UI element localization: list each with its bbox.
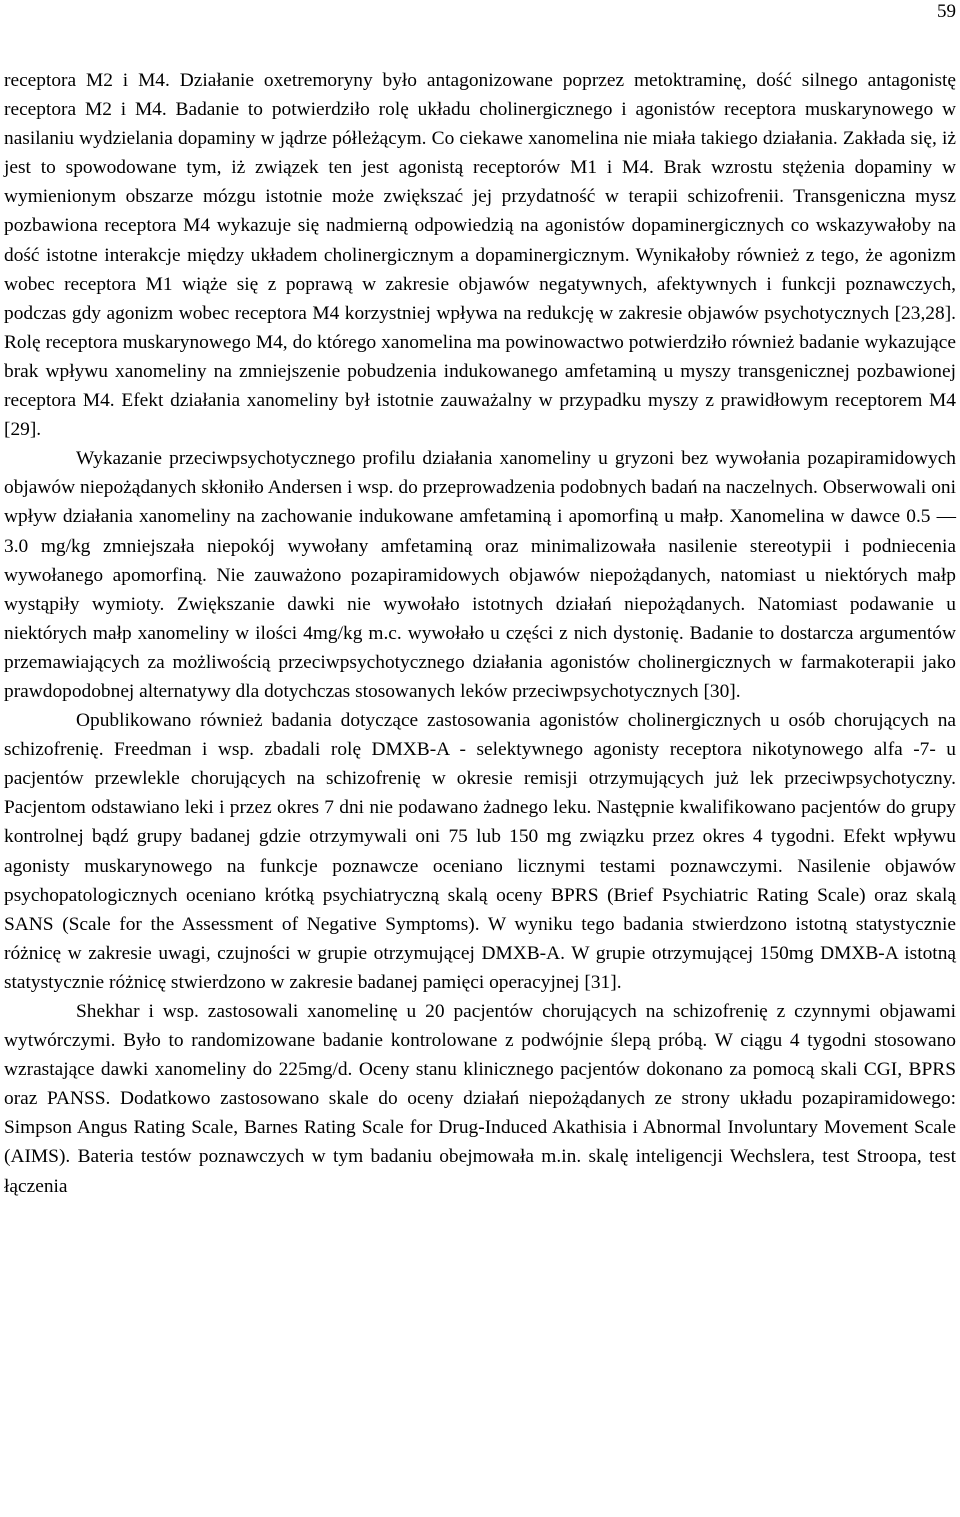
paragraph-1: receptora M2 i M4. Działanie oxetremoryny było antagonizowane poprzez metoktraminę, dość silnego antagonistę receptora M2 i M4. Badanie to potwierdziło rolę układu cholinergicznego i agonistów receptora muskarynowego w nasilaniu wydzielania dopaminy w jądrze półleżącym. Co ciekawe xanomelina nie miała takiego działania. Zakłada się, iż jest to spowodowane tym, iż związek ten jest agonistą receptorów M1 i M4. Brak wzrostu stężenia dopaminy w wymienionym obszarze mózgu istotnie może zwiększać jej przydatność w terapii schizofrenii. Transgeniczna mysz pozbawiona receptora M4 wykazuje się nadmierną odpowiedzią na agonistów dopaminergicznych co wskazywałoby na dość istotne interakcje między układem cholinergicznym a dopaminergicznym. Wynikałoby również z tego, że agonizm wobec receptora M1 wiąże się z poprawą w zakresie objawów negatywnych, afektywnych i funkcji poznawczych, podczas gdy agonizm wobec receptora M4 korzystniej wpływa na redukcję w zakresie objawów psychotycznych [23,28]. Rolę receptora muskarynowego M4, do którego xanomelina ma powinowactwo potwierdziło również badanie wykazujące brak wpływu xanomeliny na zmniejszenie pobudzenia indukowanego amfetaminą u myszy transgenicznej pozbawionej receptora M4. Efekt działania xanomeliny był istotnie zauważalny w przypadku myszy z prawidłowym receptorem M4 [29].: [4, 70, 956, 441]
paragraph-2: Wykazanie przeciwpsychotycznego profilu działania xanomeliny u gryzoni bez wywołania pozapiramidowych objawów niepożądanych skłoniło Andersen i wsp. do przeprowadzenia podobnych badań na naczelnych. Obserwowali oni wpływ działania xanomeliny na zachowanie indukowane amfetaminą i apomorfiną u małp. Xanomelina w dawce 0.5 — 3.0 mg/kg zmniejszała niepokój wywołany amfetaminą oraz minimalizowała nasilenie stereotypii i podniecenia wywołanego apomorfiną. Nie zauważono pozapiramidowych objawów niepożądanych, natomiast u niektórych małp wystąpiły wymioty. Zwiększanie dawki nie wywołało istotnych działań niepożądanych. Natomiast podawanie u niektórych małp xanomeliny w ilości 4mg/kg m.c. wywołało u części z nich dystonię. Badanie to dostarcza argumentów przemawiających za możliwością przeciwpsychotycznego działania agonistów cholinergicznych w farmakoterapii jako prawdopodobnej alternatywy dla dotychczas stosowanych leków przeciwpsychotycznych [30].: [4, 448, 956, 702]
paragraph-3: Opublikowano również badania dotyczące zastosowania agonistów cholinergicznych u osób chorujących na schizofrenię. Freedman i wsp. zbadali rolę DMXB-A - selektywnego agonisty receptora nikotynowego alfa -7- u pacjentów przewlekle chorujących na schizofrenię w okresie remisji otrzymujących już lek przeciwpsychotyczny. Pacjentom odstawiano leki i przez okres 7 dni nie podawano żadnego leku. Następnie kwalifikowano pacjentów do grupy kontrolnej bądź grupy badanej gdzie otrzymywali oni 75 lub 150 mg związku przez okres 4 tygodni. Efekt wpływu agonisty muskarynowego na funkcje poznawcze oceniano licznymi testami poznawczymi. Nasilenie objawów psychopatologicznych oceniano krótką psychiatryczną skalą oceny BPRS (Brief Psychiatric Rating Scale) oraz skalą SANS (Scale for the Assessment of Negative Symptoms). W wyniku tego badania stwierdzono istotną statystycznie różnicę w zakresie uwagi, czujności w grupie otrzymującej DMXB-A. W grupie otrzymującej 150mg DMXB-A istotną statystycznie różnicę stwierdzono w zakresie badanej pamięci operacyjnej [31].: [4, 710, 956, 993]
page-number: 59: [937, 1, 956, 22]
paragraph-4: Shekhar i wsp. zastosowali xanomelinę u 20 pacjentów chorujących na schizofrenię z czynnymi objawami wytwórczymi. Było to randomizowane badanie kontrolowane z podwójnie ślepą próbą. W ciągu 4 tygodni stosowano wzrastające dawki xanomeliny do 225mg/d. Oceny stanu klinicznego pacjentów dokonano za pomocą skali CGI, BPRS oraz PANSS. Dodatkowo zastosowano skale do oceny działań niepożądanych ze strony układu pozapiramidowego: Simpson Angus Rating Scale, Barnes Rating Scale for Drug-Induced Akathisia i Abnormal Involuntary Movement Scale (AIMS). Bateria testów poznawczych w tym badaniu obejmowała m.in. skalę inteligencji Wechslera, test Stroopa, test łączenia: [4, 1001, 956, 1197]
document-body: [4, 66, 956, 1201]
